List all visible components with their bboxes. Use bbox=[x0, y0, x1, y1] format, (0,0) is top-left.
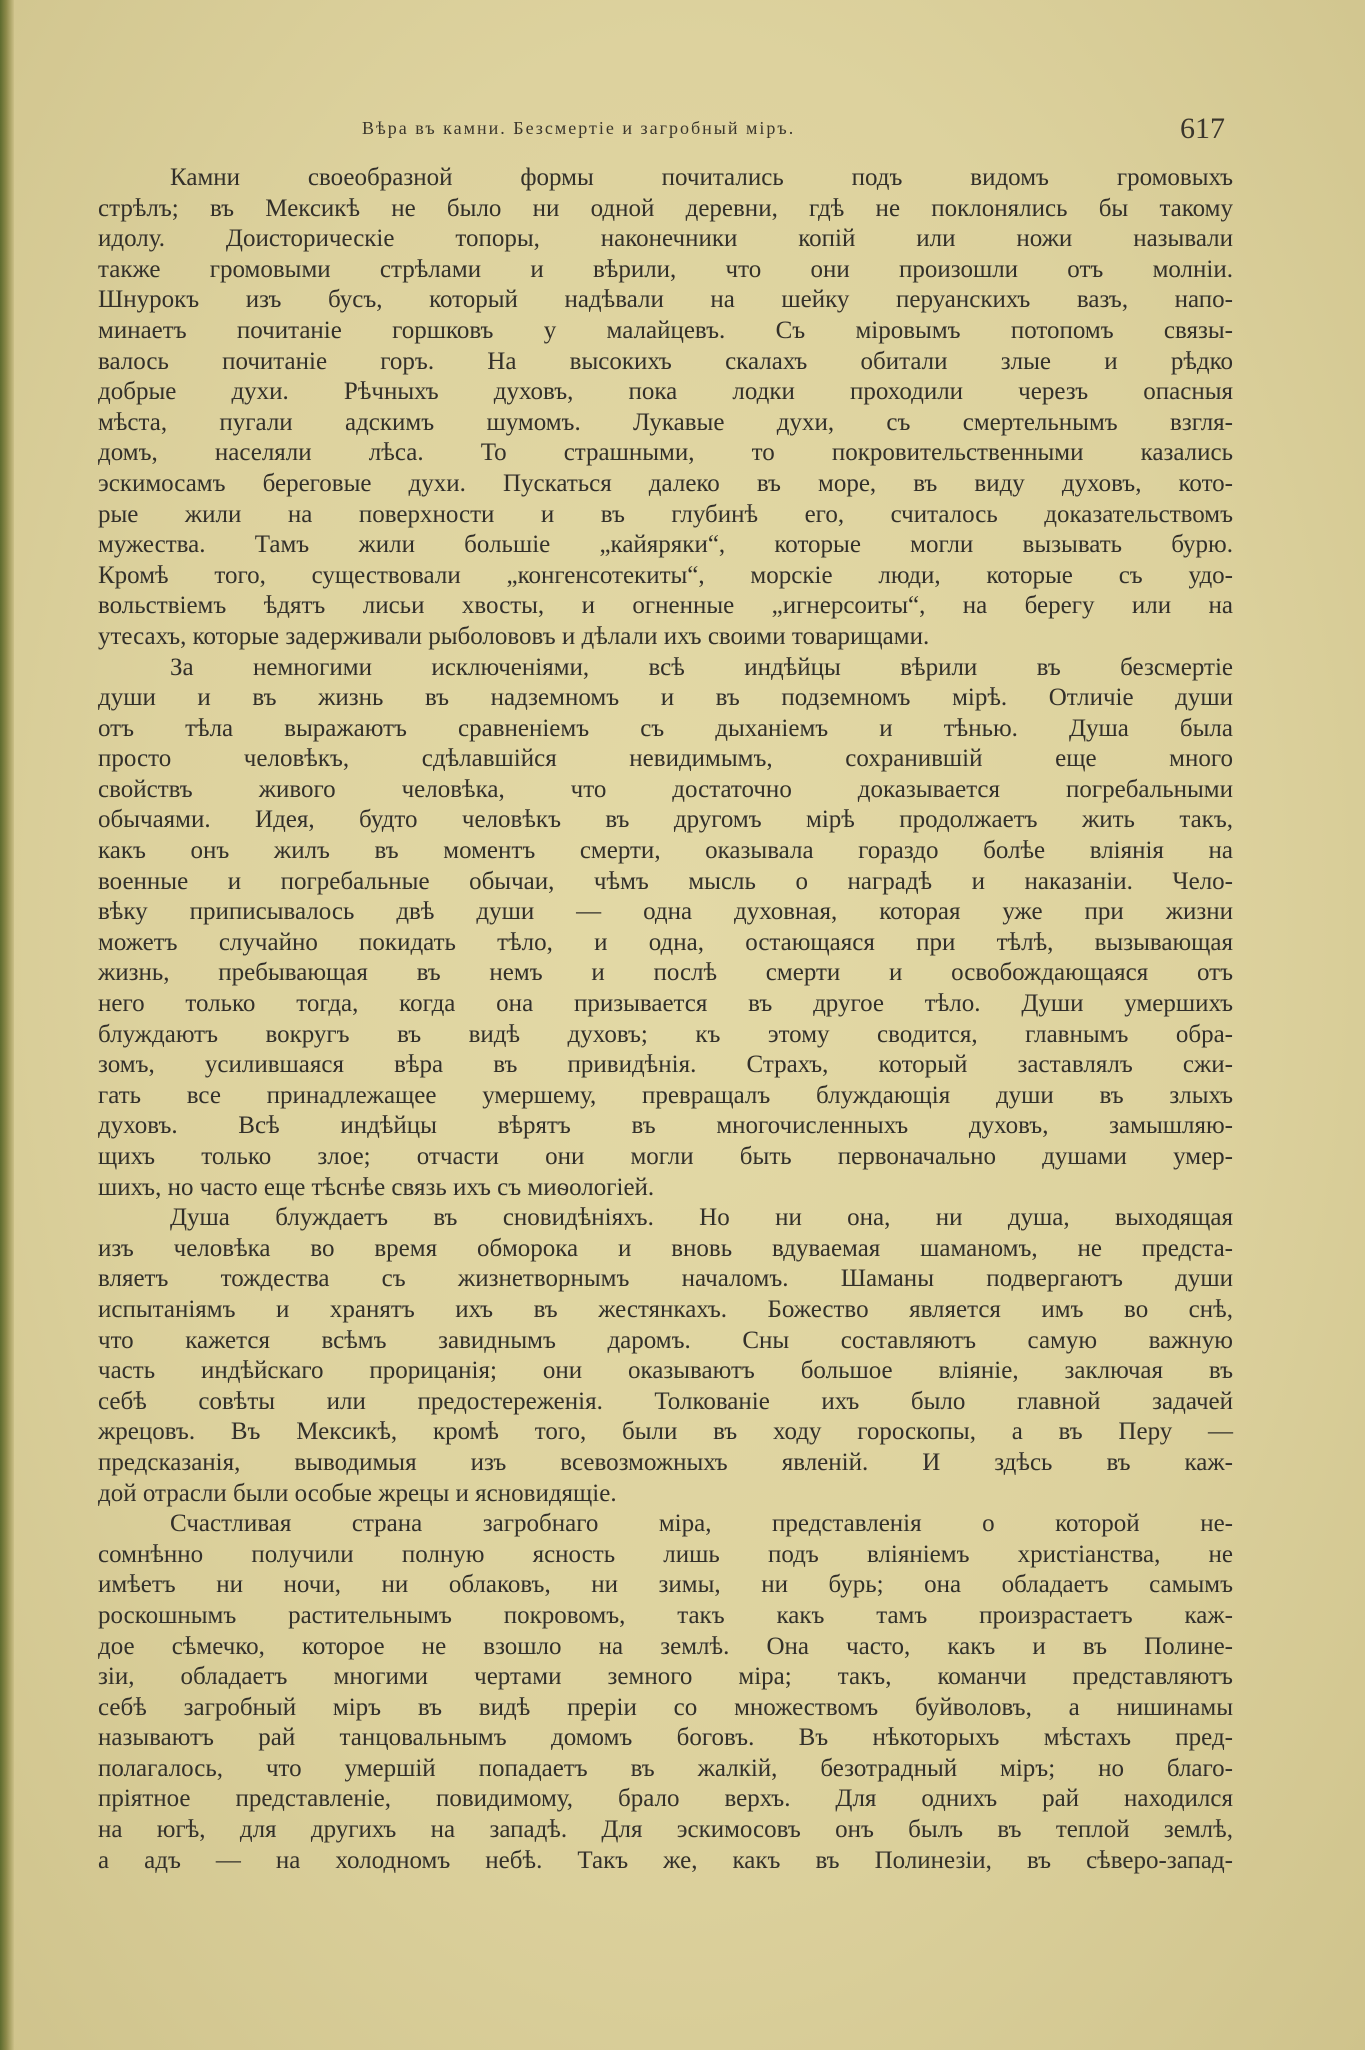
text-line: Камни своеобразной формы почитались подъ видомъ громовыхъ bbox=[170, 164, 1233, 191]
text-line: дой отрасли были особые жрецы и ясновидящіе. bbox=[98, 1479, 617, 1507]
text-line: него только тогда, когда она призывается въ другое тѣло. Души умершихъ bbox=[98, 990, 1233, 1018]
text-line: часть индѣйскаго прорицанія; они оказываютъ большое вліяніе, заключая въ bbox=[98, 1357, 1233, 1385]
text-line: себѣ совѣты или предостереженія. Толкованіе ихъ было главной задачей bbox=[98, 1387, 1233, 1415]
text-line: зіи, обладаетъ многими чертами земного міра; такъ, команчи представляютъ bbox=[98, 1663, 1233, 1691]
text-line: Счастливая страна загробнаго міра, представленія о которой не- bbox=[170, 1510, 1233, 1538]
text-line: называютъ рай танцовальнымъ домомъ боговъ. Въ нѣкоторыхъ мѣстахъ пред- bbox=[98, 1724, 1233, 1752]
text-line: обычаями. Идея, будто человѣкъ въ другомъ мірѣ продолжаетъ жить такъ, bbox=[98, 806, 1233, 834]
text-line: дое сѣмечко, которое не взошло на землѣ. Она часто, какъ и въ Полине- bbox=[98, 1632, 1233, 1660]
text-line: стрѣлъ; въ Мексикѣ не было ни одной деревни, гдѣ не поклонялись бы такому bbox=[98, 194, 1233, 222]
text-line: рые жили на поверхности и въ глубинѣ его, считалось доказательствомъ bbox=[98, 500, 1233, 528]
text-line: военные и погребальные обычаи, чѣмъ мысль о наградѣ и наказаніи. Чело- bbox=[98, 867, 1233, 895]
text-line: себѣ загробный міръ въ видѣ преріи со множествомъ буйволовъ, а нишинамы bbox=[98, 1693, 1233, 1721]
text-line: изъ человѣка во время обморока и вновь вдуваемая шаманомъ, не предста- bbox=[98, 1234, 1233, 1262]
text-line: вольствіемъ ѣдятъ лисьи хвосты, и огненные „игнерсоиты“, на берегу или на bbox=[98, 592, 1233, 620]
page-number: 617 bbox=[1180, 112, 1225, 145]
text-line: зомъ, усилившаяся вѣра въ привидѣнія. Страхъ, который заставлялъ сжи- bbox=[98, 1051, 1233, 1079]
text-line: блуждаютъ вокругъ въ видѣ духовъ; къ этому сводится, главнымъ обра- bbox=[98, 1020, 1233, 1048]
text-line: просто человѣкъ, сдѣлавшійся невидимымъ, сохранившій еще много bbox=[98, 745, 1233, 773]
text-line: мужества. Тамъ жили большіе „кайяряки“, которые могли вызывать бурю. bbox=[98, 531, 1233, 559]
text-line: вляетъ тождества съ жизнетворнымъ началомъ. Шаманы подвергаютъ души bbox=[98, 1265, 1233, 1293]
text-line: эскимосамъ береговые духи. Пускаться далеко въ море, въ виду духовъ, кото- bbox=[98, 469, 1233, 497]
text-line: жизнь, пребывающая въ немъ и послѣ смерти и освобождающаяся отъ bbox=[98, 959, 1233, 987]
text-line: жрецовъ. Въ Мексикѣ, кромѣ того, были въ ходу гороскопы, а въ Перу — bbox=[98, 1418, 1233, 1446]
text-line: имѣетъ ни ночи, ни облаковъ, ни зимы, ни бурь; она обладаетъ самымъ bbox=[98, 1571, 1233, 1599]
text-line: За немногими исключеніями, всѣ индѣйцы вѣрили въ безсмертіе bbox=[170, 653, 1233, 681]
text-line: идолу. Доисторическіе топоры, наконечники копій или ножи называли bbox=[98, 225, 1233, 253]
text-line: что кажется всѣмъ завиднымъ даромъ. Сны составляютъ самую важную bbox=[98, 1326, 1233, 1354]
text-line: предсказанія, выводимыя изъ всевозможныхъ явленій. И здѣсь въ каж- bbox=[98, 1448, 1233, 1476]
text-line: также громовыми стрѣлами и вѣрили, что они произошли отъ молніи. bbox=[98, 255, 1233, 283]
text-line: утесахъ, которые задерживали рыболововъ и дѣлали ихъ своими товарищами. bbox=[98, 622, 930, 650]
text-line: на югѣ, для другихъ на западѣ. Для эскимосовъ онъ былъ въ теплой землѣ, bbox=[98, 1816, 1233, 1844]
text-line: отъ тѣла выражаютъ сравненіемъ съ дыханіемъ и тѣнью. Душа была bbox=[98, 714, 1233, 742]
text-line: Душа блуждаетъ въ сновидѣніяхъ. Но ни она, ни душа, выходящая bbox=[170, 1204, 1233, 1232]
text-line: пріятное представленіе, повидимому, брало верхъ. Для однихъ рай находился bbox=[98, 1785, 1233, 1813]
body-text bbox=[98, 163, 1233, 1876]
text-line: Кромѣ того, существовали „конгенсотекиты“, морскіе люди, которые съ удо- bbox=[98, 561, 1233, 589]
text-line: испытаніямъ и хранятъ ихъ въ жестянкахъ. Божество является имъ во снѣ, bbox=[98, 1295, 1233, 1323]
text-line: гать все принадлежащее умершему, превращалъ блуждающія души въ злыхъ bbox=[98, 1081, 1233, 1109]
text-line: свойствъ живого человѣка, что достаточно доказывается погребальными bbox=[98, 775, 1233, 803]
text-line: вѣку приписывалось двѣ души — одна духовная, которая уже при жизни bbox=[98, 898, 1233, 926]
text-line: добрые духи. Рѣчныхъ духовъ, пока лодки проходили черезъ опасныя bbox=[98, 378, 1233, 406]
text-line: можетъ случайно покидать тѣло, и одна, остающаяся при тѣлѣ, вызывающая bbox=[98, 928, 1233, 956]
text-line: а адъ — на холодномъ небѣ. Такъ же, какъ въ Полинезіи, въ сѣверо-запад- bbox=[98, 1846, 1233, 1874]
text-line: роскошнымъ растительнымъ покровомъ, такъ какъ тамъ произрастаетъ каж- bbox=[98, 1601, 1233, 1629]
page-edge bbox=[0, 0, 14, 2050]
text-line: минаетъ почитаніе горшковъ у малайцевъ. Съ міровымъ потопомъ связы- bbox=[98, 316, 1233, 344]
text-line: Шнурокъ изъ бусъ, который надѣвали на шейку перуанскихъ вазъ, напо- bbox=[98, 286, 1233, 314]
text-line: полагалось, что умершій попадаетъ въ жалкій, безотрадный міръ; но благо- bbox=[98, 1754, 1233, 1782]
text-line: валось почитаніе горъ. На высокихъ скалахъ обитали злые и рѣдко bbox=[98, 347, 1233, 375]
text-line: какъ онъ жилъ въ моментъ смерти, оказывала гораздо болѣе вліянія на bbox=[98, 837, 1233, 865]
text-line: домъ, населяли лѣса. То страшными, то покровительственными казались bbox=[98, 439, 1233, 467]
text-line: сомнѣнно получили полную ясность лишь подъ вліяніемъ христіанства, не bbox=[98, 1540, 1233, 1568]
text-line: духовъ. Всѣ индѣйцы вѣрятъ въ многочисленныхъ духовъ, замышляю- bbox=[98, 1112, 1233, 1140]
text-line: щихъ только злое; отчасти они могли быть первоначально душами умер- bbox=[98, 1143, 1233, 1170]
text-line: шихъ, но часто еще тѣснѣе связь ихъ съ миѳологіей. bbox=[98, 1173, 655, 1201]
running-head: Вѣра въ камни. Безсмертіе и загробный міръ. bbox=[362, 118, 796, 138]
text-line: души и въ жизнь въ надземномъ и въ подземномъ мірѣ. Отличіе души bbox=[98, 684, 1233, 712]
text-line: мѣста, пугали адскимъ шумомъ. Лукавые духи, съ смертельнымъ взгля- bbox=[98, 408, 1233, 436]
